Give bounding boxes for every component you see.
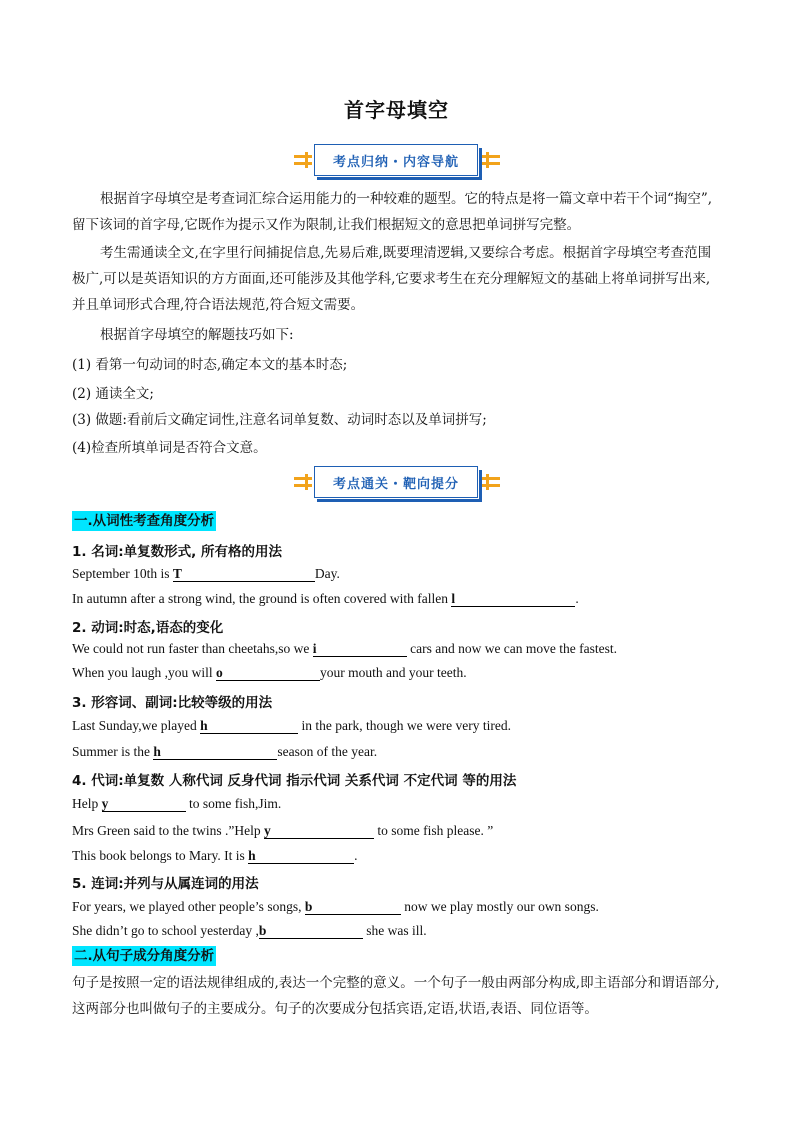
ladder-left-icon	[294, 150, 312, 170]
subheading-conjunction: 5. 连词:并列与从属连词的用法	[72, 876, 259, 892]
exercise-5b	[72, 923, 427, 939]
exercise-1b	[72, 591, 579, 607]
banner-practice-label: 考点通关・靶向提分	[314, 466, 478, 498]
exercise-text: Summer is the	[72, 744, 154, 759]
exercise-text: in the park, though we were very tired.	[298, 718, 512, 733]
blank-input[interactable]: h	[248, 848, 354, 864]
intro-paragraph-1: 根据首字母填空是考查词汇综合运用能力的一种较难的题型。它的特点是将一篇文章中若干个词“掏空”,留下该词的首字母,它既作为提示又作为限制,让我们根据短文的意思把单词拼写完整。	[72, 191, 713, 233]
exercise-text: We could not run faster than cheetahs,so we	[72, 641, 313, 656]
intro-paragraph-2: 考生需通读全文,在字里行间捕捉信息,先易后难,既要理清逻辑,又要综合考虑。根据首字母填空考查范围极广,可以是英语知识的方方面面,还可能涉及其他学科,它要求考生在充分理解短文的基础上将单词拼写出来,并且单词形式合理,符合语法规范,符合短文需要。	[72, 245, 712, 313]
exercise-text: .	[575, 591, 579, 606]
blank-input[interactable]: T	[173, 566, 315, 582]
section2-paragraph: 句子是按照一定的语法规律组成的,表达一个完整的意义。一个句子一般由两部分构成,即主语部分和谓语部分,这两部分也叫做句子的主要成分。句子的次要成分包括宾语,定语,状语,表语、同位语等。	[72, 975, 720, 1017]
exercise-5a	[72, 899, 599, 915]
exercise-text: season of the year.	[277, 744, 378, 759]
subheading-adjective-adverb: 3. 形容词、副词:比较等级的用法	[72, 695, 273, 711]
ladder-left-icon	[294, 472, 312, 492]
blank-input[interactable]: h	[153, 744, 277, 760]
exercise-text: When you laugh ,you will	[72, 665, 216, 680]
exercise-text: to some fish,Jim.	[185, 796, 282, 811]
blank-input[interactable]: o	[216, 665, 320, 681]
exercise-text: Day.	[314, 566, 340, 581]
banner-summary	[288, 144, 506, 180]
exercise-text: she was ill.	[362, 923, 427, 938]
tip-4: (4)检查所填单词是否符合文意。	[72, 440, 267, 456]
ladder-right-icon	[482, 150, 500, 170]
subheading-pronoun: 4. 代词:单复数 人称代词 反身代词 指示代词 关系代词 不定代词 等的用法	[72, 773, 517, 789]
exercise-1a	[72, 566, 340, 582]
intro-paragraph-3: 根据首字母填空的解题技巧如下:	[100, 327, 294, 343]
tip-2: (2) 通读全文;	[72, 386, 154, 402]
section-heading-2: 二.从句子成分角度分析	[74, 948, 215, 964]
tip-3: (3) 做题:看前后文确定词性,注意名词单复数、动词时态以及单词拼写;	[72, 412, 487, 428]
exercise-text: .	[354, 848, 358, 863]
banner-summary-label: 考点归纳・内容导航	[314, 144, 478, 176]
exercise-text: cars and now we can move the fastest.	[406, 641, 618, 656]
blank-input[interactable]: b	[305, 899, 401, 915]
exercise-text: Mrs Green said to the twins .”Help	[72, 823, 264, 838]
subheading-noun: 1. 名词:单复数形式, 所有格的用法	[72, 544, 282, 560]
exercise-text: Help	[72, 796, 102, 811]
exercise-text: In autumn after a strong wind, the ground is often covered with fallen	[72, 591, 452, 606]
exercise-text: now we play mostly our own songs.	[400, 899, 599, 914]
blank-input[interactable]: b	[259, 923, 363, 939]
blank-input[interactable]: y	[264, 823, 374, 839]
exercise-3b	[72, 744, 377, 760]
exercise-3a	[72, 718, 511, 734]
subheading-verb: 2. 动词:时态,语态的变化	[72, 620, 224, 636]
exercise-text: For years, we played other people’s songs,	[72, 899, 305, 914]
blank-input[interactable]: y	[102, 796, 186, 812]
blank-input[interactable]: i	[313, 641, 407, 657]
exercise-2a	[72, 641, 617, 657]
page-title: 首字母填空	[344, 98, 449, 122]
section-heading-1: 一.从词性考查角度分析	[74, 513, 215, 529]
exercise-2b	[72, 665, 467, 681]
banner-practice	[288, 466, 506, 502]
exercise-4b	[72, 823, 493, 839]
exercise-text: your mouth and your teeth.	[319, 665, 467, 680]
ladder-right-icon	[482, 472, 500, 492]
blank-input[interactable]: l	[451, 591, 575, 607]
exercise-4c	[72, 848, 358, 864]
exercise-text: Last Sunday,we played	[72, 718, 201, 733]
exercise-4a	[72, 796, 281, 812]
exercise-text: She didn’t go to school yesterday ,	[72, 923, 259, 938]
exercise-text: September 10th is	[72, 566, 173, 581]
tip-1: (1) 看第一句动词的时态,确定本文的基本时态;	[72, 357, 348, 373]
exercise-text: This book belongs to Mary. It is	[72, 848, 249, 863]
exercise-text: to some fish please. ”	[373, 823, 494, 838]
blank-input[interactable]: h	[200, 718, 298, 734]
